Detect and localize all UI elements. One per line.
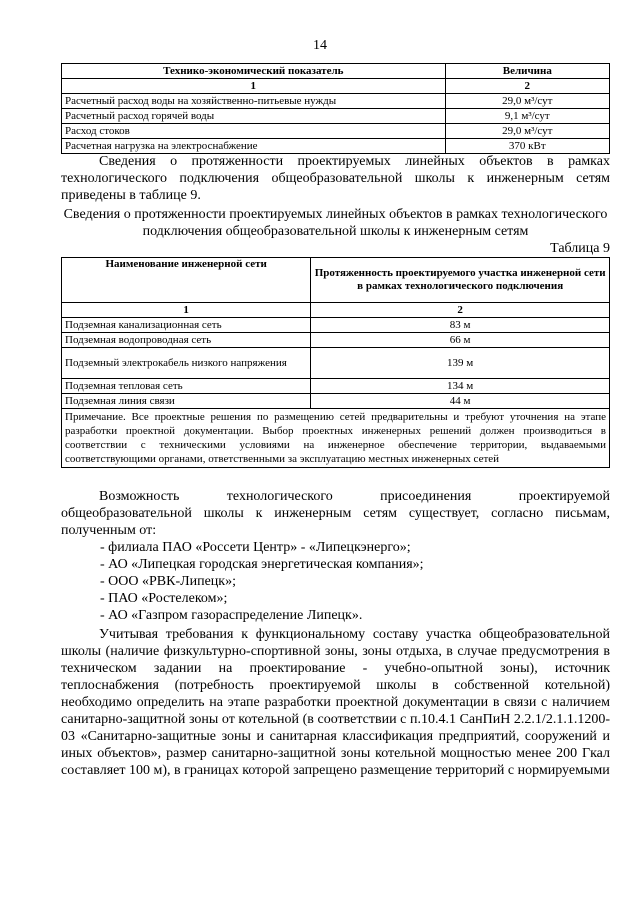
table-row <box>62 348 610 379</box>
paragraph-connection: Возможность технологического присоединения проектируемой общеобразовательной школы к инженерным сетям существует, согласно письмам, полученным от: <box>61 489 610 538</box>
list-item: - ПАО «Ростелеком»; <box>100 591 228 606</box>
list-item: - АО «Газпром газораспределение Липецк». <box>100 608 363 623</box>
networks-table <box>61 257 610 468</box>
network-length: 134 м <box>311 379 610 394</box>
table-row <box>62 394 610 409</box>
column-header: Технико-экономический показатель <box>62 64 446 79</box>
indicator-name: Расчетный расход воды на хозяйственно-питьевые нужды <box>62 94 446 109</box>
indicator-name: Расчетная нагрузка на электроснабжение <box>62 139 446 154</box>
network-length: 83 м <box>311 318 610 333</box>
paragraph-intro: Сведения о протяженности проектируемых линейных объектов в рамках технологического подключения общеобразовательной школы к инженерным сетям приведены в таблице 9. <box>61 154 610 203</box>
table-row <box>62 109 610 124</box>
table-row <box>62 379 610 394</box>
indicator-value: 370 кВт <box>445 139 609 154</box>
indicators-table <box>61 63 610 154</box>
table-row <box>62 333 610 348</box>
network-length: 139 м <box>311 348 610 379</box>
column-number: 2 <box>445 79 609 94</box>
network-name: Подземная тепловая сеть <box>62 379 311 394</box>
indicator-name: Расход стоков <box>62 124 446 139</box>
indicator-value: 29,0 м³/сут <box>445 124 609 139</box>
table-row <box>62 318 610 333</box>
list-item: - АО «Липецкая городская энергетическая компания»; <box>100 557 424 572</box>
note-row <box>62 409 610 468</box>
table-row <box>62 139 610 154</box>
table-header-row <box>62 258 610 303</box>
table-row <box>62 124 610 139</box>
column-number: 1 <box>62 79 446 94</box>
indicator-value: 9,1 м³/сут <box>445 109 609 124</box>
network-name: Подземный электрокабель низкого напряжения <box>62 348 311 379</box>
network-name: Подземная линия связи <box>62 394 311 409</box>
network-name: Подземная водопроводная сеть <box>62 333 311 348</box>
list-item: - филиала ПАО «Россети Центр» - «Липецкэнерго»; <box>100 540 411 555</box>
column-number-row <box>62 79 610 94</box>
column-number: 1 <box>62 303 311 318</box>
network-length: 44 м <box>311 394 610 409</box>
table-caption: Сведения о протяженности проектируемых линейных объектов в рамках технологического подключения общеобразовательной школы к инженерным сетям <box>63 207 608 239</box>
paragraph-heat-supply: Учитывая требования к функциональному составу участка общеобразовательной школы (наличие физкультурно-спортивной зоны, зоны отдыха, в случае предусмотрения в техническом задании на проектирование - учебно-опытной зоны), источник теплоснабжения (потребность проектируемой школы в собственной котельной) необходимо определить на этапе разработки проектной документации в связи с наличием санитарно-защитной зоны от котельной (в соответствии с п.10.4.1 СанПиН 2.2.1/2.1.1.1200-03 «Санитарно-защитные зоны и санитарная классификация предприятий, сооружений и иных объектов», размер санитарно-защитной зоны котельной мощностью менее 200 Гкал составляет 100 м), в границах которой запрещено размещение территорий с нормируемыми <box>61 627 610 778</box>
table-header-row <box>62 64 610 79</box>
column-header: Наименование инженерной сети <box>62 258 311 303</box>
page-number: 14 <box>313 38 327 53</box>
column-number-row <box>62 303 610 318</box>
network-length: 66 м <box>311 333 610 348</box>
table-note: Примечание. Все проектные решения по размещению сетей предварительны и требуют уточнения на этапе разработки проектной документации. Выбор проектных инженерных решений должен производиться в соответствии с техническими условиями на инженерное обеспечение территории, выдаваемыми соответствующими органами, ответственными за эксплуатацию местных инженерных сетей <box>62 409 610 468</box>
network-name: Подземная канализационная сеть <box>62 318 311 333</box>
column-header: Величина <box>445 64 609 79</box>
list-item: - ООО «РВК-Липецк»; <box>100 574 236 589</box>
indicator-name: Расчетный расход горячей воды <box>62 109 446 124</box>
table-label: Таблица 9 <box>550 241 610 256</box>
indicator-value: 29,0 м³/сут <box>445 94 609 109</box>
column-number: 2 <box>311 303 610 318</box>
column-header: Протяженность проектируемого участка инженерной сети в рамках технологического подключения <box>311 258 610 303</box>
table-row <box>62 94 610 109</box>
